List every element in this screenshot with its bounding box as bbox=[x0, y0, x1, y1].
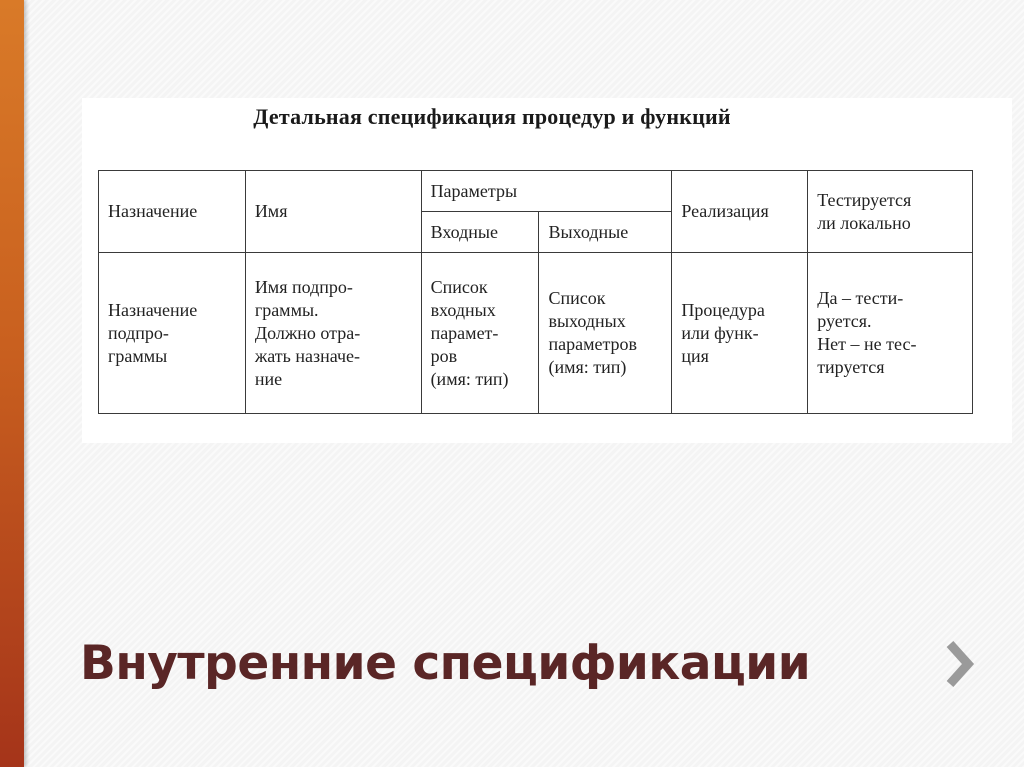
specification-table-image bbox=[82, 98, 1012, 443]
next-slide-button[interactable] bbox=[942, 634, 978, 694]
specification-table bbox=[98, 170, 973, 414]
slide-title: Внутренние спецификации bbox=[80, 636, 811, 691]
cell-tested-locally: Да – тести- руется. Нет – не тес- тируется bbox=[808, 253, 973, 414]
cell-purpose: Назначение подпро- граммы bbox=[99, 253, 246, 414]
header-parameters: Параметры bbox=[421, 171, 672, 212]
cell-name: Имя подпро- граммы. Должно отра- жать назначе- ние bbox=[245, 253, 421, 414]
header-purpose: Назначение bbox=[99, 171, 246, 253]
cell-inputs: Список входных парамет- ров (имя: тип) bbox=[421, 253, 539, 414]
accent-side-bar bbox=[0, 0, 24, 767]
cell-outputs: Список выходных параметров (имя: тип) bbox=[539, 253, 672, 414]
header-implementation: Реализация bbox=[672, 171, 808, 253]
table-title: Детальная спецификация процедур и функций bbox=[253, 104, 731, 129]
chevron-right-icon bbox=[942, 634, 978, 694]
header-name: Имя bbox=[245, 171, 421, 253]
cell-implementation: Процедура или функ- ция bbox=[672, 253, 808, 414]
header-outputs: Выходные bbox=[539, 212, 672, 253]
header-tested-locally: Тестируется ли локально bbox=[808, 171, 973, 253]
header-inputs: Входные bbox=[421, 212, 539, 253]
